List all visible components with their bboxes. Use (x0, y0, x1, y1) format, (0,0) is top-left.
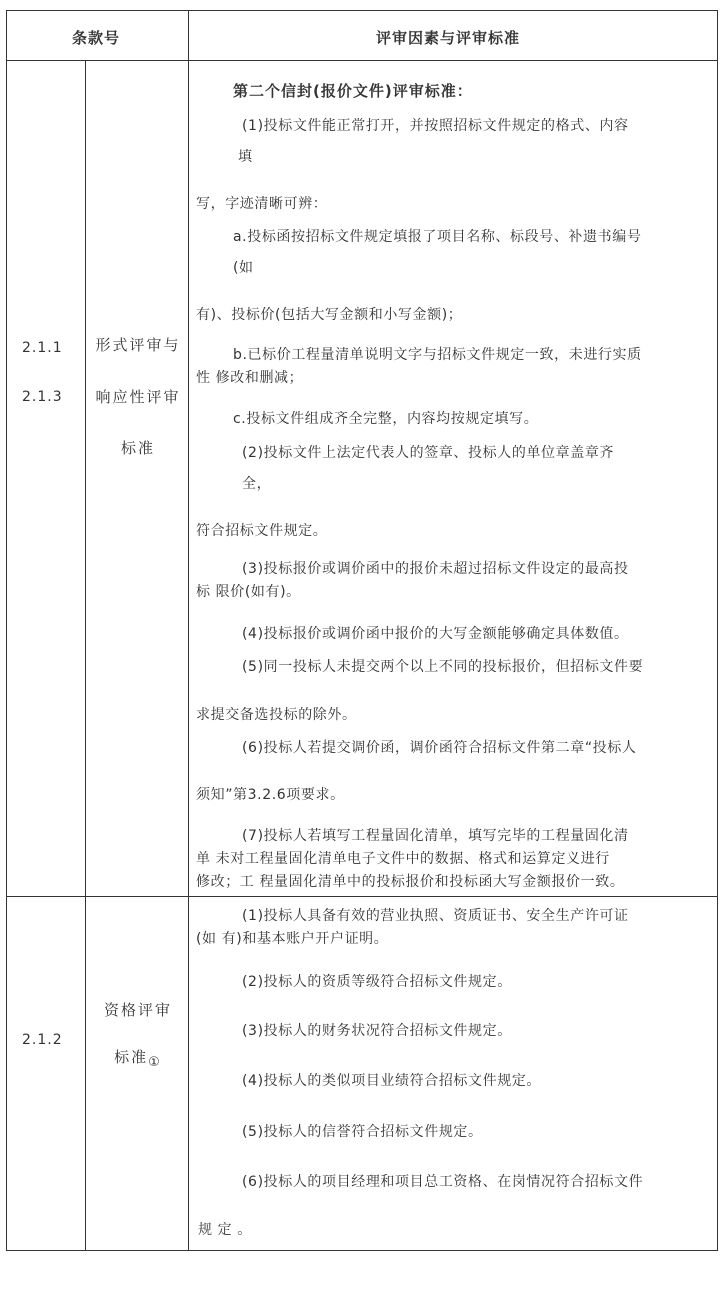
row2-label-text: 标准 (114, 1048, 149, 1066)
criterion-line: (6)投标人的项目经理和项目总工资格、在岗情况符合招标文件 (242, 1174, 644, 1190)
row1-label-line1: 形式评审与 (95, 336, 181, 354)
row1-label-line3: 标准 (120, 439, 155, 457)
criterion-line: c.投标文件组成齐全完整，内容均按规定填写。 (233, 411, 539, 427)
table-border-bottom (6, 1250, 718, 1251)
criterion-line: (5)同一投标人未提交两个以上不同的投标报价，但招标文件要 (242, 659, 644, 675)
criterion-line: a.投标函按招标文件规定填报了项目名称、标段号、补遗书编号 (233, 229, 642, 245)
criterion-line: 填 (238, 149, 253, 165)
row2-label-line1: 资格评审 (103, 1001, 172, 1019)
table-border-right (717, 10, 718, 1251)
header-divider (6, 60, 718, 61)
criterion-line: 规 定 。 (198, 1222, 252, 1238)
criterion-line: (4)投标报价或调价函中报价的大写金额能够确定具体数值。 (242, 626, 629, 642)
clause-2-1-3: 2.1.3 (22, 389, 63, 405)
criterion-line: (2)投标文件上法定代表人的签章、投标人的单位章盖章齐 (242, 445, 615, 461)
header-criteria: 评审因素与评审标准 (376, 29, 521, 47)
criterion-line: 修改；工 程量固化清单中的投标报价和投标函大写金额报价一致。 (196, 874, 625, 890)
table-border-top (6, 10, 718, 11)
criterion-line: (3)投标报价或调价函中的报价未超过招标文件设定的最高投 (242, 561, 629, 577)
section-heading: 第二个信封(报价文件)评审标准： (233, 82, 473, 100)
footnote-marker: ① (148, 1055, 162, 1070)
criterion-line: (4)投标人的类似项目业绩符合招标文件规定。 (242, 1073, 542, 1089)
criterion-line: (如 (233, 260, 254, 276)
criterion-line: (3)投标人的财务状况符合招标文件规定。 (242, 1023, 512, 1039)
criterion-line: 单 未对工程量固化清单电子文件中的数据、格式和运算定义进行 (196, 851, 610, 867)
clause-2-1-2: 2.1.2 (22, 1032, 63, 1048)
header-clause-no: 条款号 (72, 29, 121, 47)
criteria-table (6, 10, 718, 1251)
row2-label-line2 (90, 1046, 186, 1070)
criterion-line: 性 修改和删减； (196, 370, 304, 386)
criterion-line: 符合招标文件规定。 (196, 523, 328, 539)
clause-2-1-1: 2.1.1 (22, 340, 63, 356)
criterion-line: b.已标价工程量清单说明文字与招标文件规定一致，未进行实质 (233, 347, 642, 363)
criterion-line: (2)投标人的资质等级符合招标文件规定。 (242, 974, 512, 990)
table-border-left (6, 10, 7, 1251)
criterion-line: 求提交备选投标的除外。 (196, 707, 357, 723)
criterion-line: 有)、投标价(包括大写金额和小写金额)； (196, 307, 463, 323)
row-divider (6, 896, 718, 897)
criterion-line: (1)投标人具备有效的营业执照、资质证书、安全生产许可证 (242, 908, 629, 924)
criterion-line: 须知”第3.2.6项要求。 (196, 787, 345, 803)
criterion-line: 全， (242, 476, 272, 492)
criterion-line: (5)投标人的信誉符合招标文件规定。 (242, 1124, 483, 1140)
criterion-line: (如 有)和基本账户开户证明。 (196, 931, 389, 947)
criterion-line: 标 限价(如有)。 (196, 584, 301, 600)
criterion-line: 写，字迹清晰可辨： (196, 196, 328, 212)
column-divider-label (85, 60, 86, 1251)
column-divider-main (188, 10, 189, 1251)
criterion-line: (6)投标人若提交调价函，调价函符合招标文件第二章“投标人 (242, 740, 637, 756)
criterion-line: (7)投标人若填写工程量固化清单，填写完毕的工程量固化清 (242, 828, 629, 844)
criterion-line: (1)投标文件能正常打开，并按照招标文件规定的格式、内容 (242, 118, 629, 134)
row1-label-line2: 响应性评审 (95, 388, 181, 406)
